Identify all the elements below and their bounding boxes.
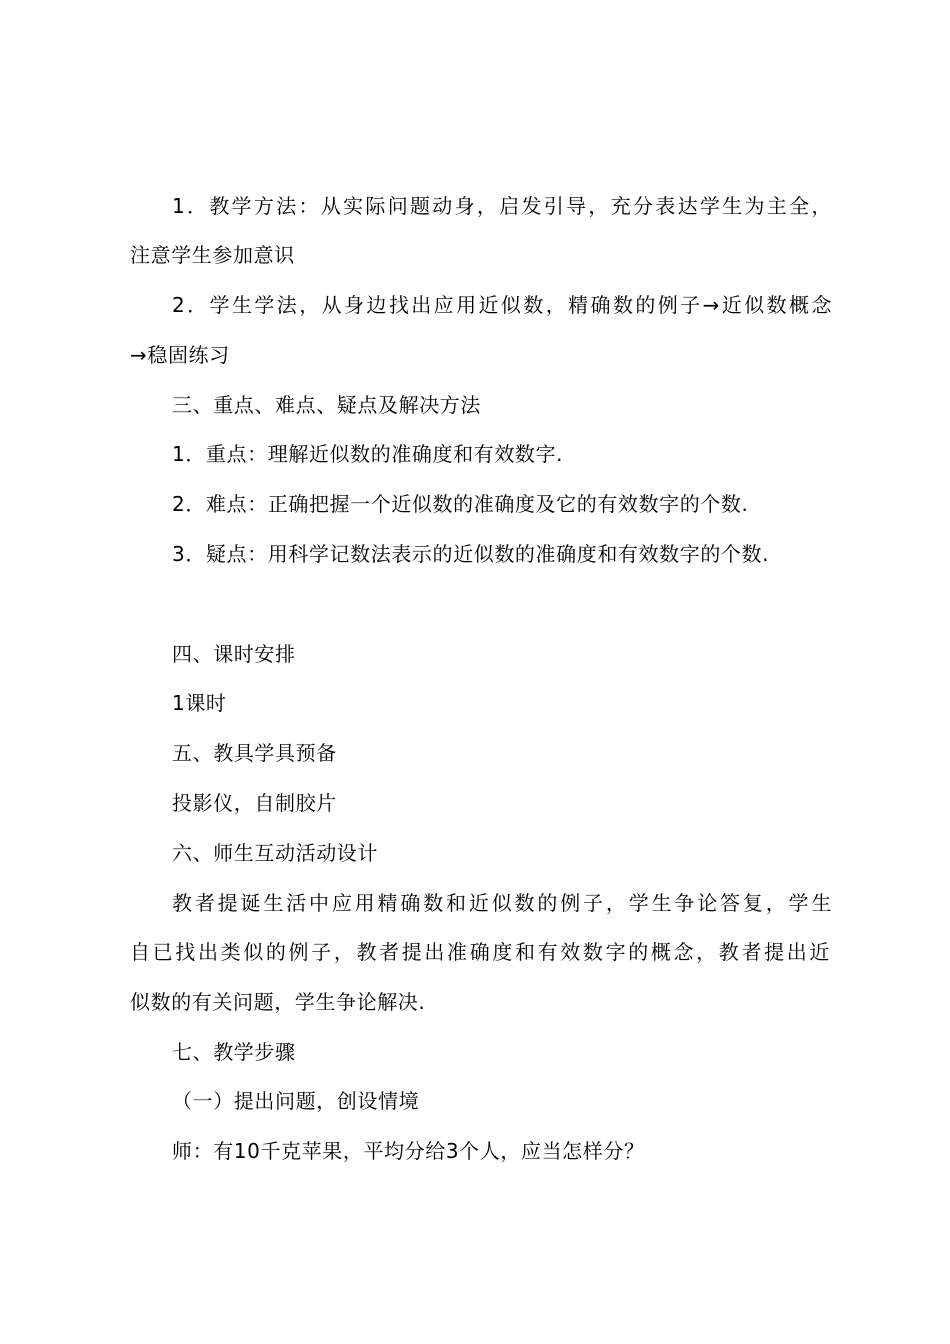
section-heading-6: 六、师生互动活动设计 bbox=[172, 841, 378, 865]
section-heading-7: 七、教学步骤 bbox=[172, 1040, 296, 1064]
difficult-point-line: 2．难点：正确把握一个近似数的准确度及它的有效数字的个数. bbox=[172, 492, 749, 516]
section-heading-4: 四、课时安排 bbox=[172, 642, 296, 666]
student-method-line-2: →稳固练习 bbox=[130, 343, 230, 367]
step-1-heading: （一）提出问题，创设情境 bbox=[172, 1089, 420, 1113]
interaction-line-3: 似数的有关问题，学生争论解决. bbox=[130, 990, 426, 1014]
section-heading-5: 五、教具学具预备 bbox=[172, 741, 337, 765]
section-heading-3: 三、重点、难点、疑点及解决方法 bbox=[172, 393, 481, 417]
teaching-aids-line: 投影仪，自制胶片 bbox=[172, 791, 337, 815]
doubt-point-line: 3．疑点：用科学记数法表示的近似数的准确度和有效数字的个数. bbox=[172, 542, 770, 566]
student-method-line-1: 2．学生学法，从身边找出应用近似数，精确数的例子→近似数概念 bbox=[172, 293, 832, 317]
teacher-question-line: 师：有10千克苹果，平均分给3个人，应当怎样分？ bbox=[172, 1139, 645, 1163]
key-point-line: 1．重点：理解近似数的准确度和有效数字. bbox=[172, 442, 564, 466]
teaching-method-line-2: 注意学生参加意识 bbox=[130, 243, 295, 267]
interaction-line-1: 教者提诞生活中应用精确数和近似数的例子，学生争论答复，学生 bbox=[172, 891, 832, 915]
class-hours-line: 1课时 bbox=[172, 691, 227, 715]
teaching-method-line-1: 1．教学方法：从实际问题动身，启发引导，充分表达学生为主全， bbox=[172, 194, 832, 218]
interaction-line-2: 自已找出类似的例子，教者提出准确度和有效数字的概念，教者提出近 bbox=[130, 940, 830, 964]
